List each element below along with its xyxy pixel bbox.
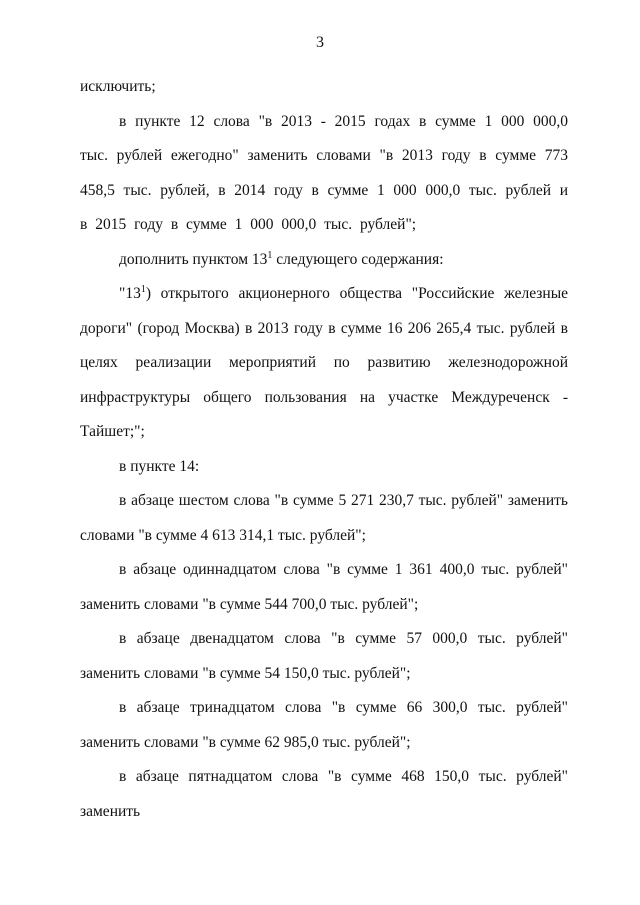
document-body (80, 70, 568, 829)
paragraph-item-13-1-content (80, 277, 568, 450)
paragraph-add-item-13-1 (80, 243, 568, 278)
paragraph-abzac-13: в абзаце тринадцатом слова "в сумме 66 300,0 тыс. рублей" заменить словами "в сумме 62 985,0 тыс. рублей"; (80, 699, 568, 751)
item-13-1-open: "13 (119, 285, 141, 302)
paragraph-exclude: исключить; (80, 78, 156, 95)
paragraph-add-text-before: дополнить пунктом 13 (119, 250, 268, 268)
superscript-mark: 1 (140, 284, 146, 295)
paragraph-abzac-15: в абзаце пятнадцатом слова "в сумме 468 150,0 тыс. рублей" заменить (80, 768, 568, 820)
paragraph-abzac-12: в абзаце двенадцатом слова "в сумме 57 000,0 тыс. рублей" заменить словами "в сумме 54 150,0 тыс. рублей"; (80, 630, 568, 682)
paragraph-add-text-after: следующего содержания: (272, 250, 444, 268)
paragraph-item-14: в пункте 14: (119, 457, 200, 475)
superscript-mark: 1 (267, 249, 273, 261)
paragraph-abzac-6: в абзаце шестом слова "в сумме 5 271 230,7 тыс. рублей" заменить словами "в сумме 4 613 314,1 тыс. рублей"; (80, 492, 568, 544)
page-number: 3 (316, 34, 324, 51)
paragraph-abzac-11: в абзаце одиннадцатом слова "в сумме 1 361 400,0 тыс. рублей" заменить словами "в сумме 544 700,0 тыс. рублей"; (80, 561, 568, 613)
paragraph-item-12: в пункте 12 слова "в 2013 - 2015 годах в сумме 1 000 000,0 тыс. рублей ежегодно" заменить словами "в 2013 году в сумме 773 458,5 тыс. рублей, в 2014 году в сумме 1 000 000,0 тыс. рублей и в 2015 году в сумме 1 000 000,0 тыс. рублей"; (80, 112, 568, 233)
item-13-1-text: ) открытого акционерного общества "Российские железные дороги" (город Москва) в 2013 году в сумме 16 206 265,4 тыс. рублей в целях реализации мероприятий по развитию железнодорожной инфраструктуры общего пользования на участке Междуреченск - Тайшет;"; (80, 285, 568, 440)
